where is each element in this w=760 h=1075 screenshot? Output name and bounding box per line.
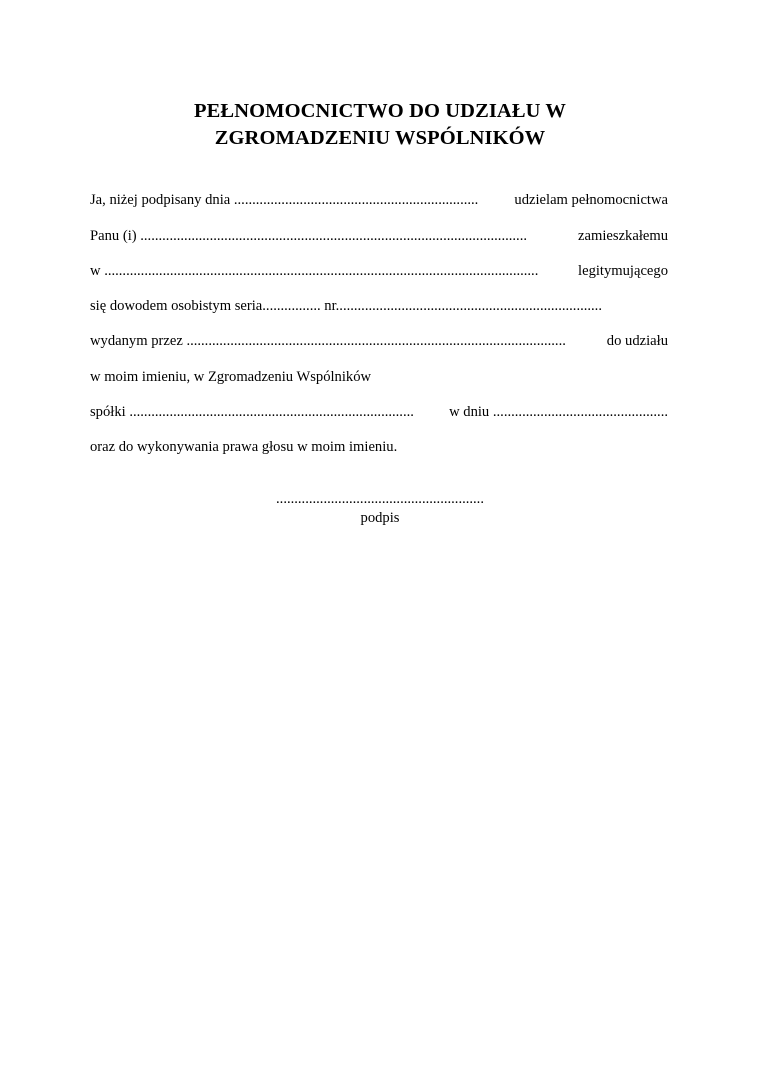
body-text: zamieszkałemu bbox=[578, 228, 668, 244]
company-field-line: spółki .............................................................................. bbox=[90, 404, 414, 420]
body-text: do udziału bbox=[606, 333, 668, 349]
body-text: legitymującego bbox=[578, 263, 668, 279]
issuer-field-line: wydanym przez ........................................................................................................ bbox=[90, 333, 566, 349]
title-line-1: PEŁNOMOCNICTWO DO UDZIAŁU W bbox=[194, 100, 566, 122]
body-line-5 bbox=[90, 332, 668, 350]
body-line-4 bbox=[90, 297, 668, 315]
body-text: oraz do wykonywania prawa głosu w moim imieniu. bbox=[90, 439, 398, 455]
document-title bbox=[90, 98, 670, 152]
body-text: udzielam pełnomocnictwa bbox=[514, 192, 668, 208]
date-field-line: Ja, niżej podpisany dnia ................................................................... bbox=[90, 192, 479, 208]
signature-label: podpis bbox=[360, 510, 400, 526]
body-line-8 bbox=[90, 438, 668, 456]
body-line-3 bbox=[90, 262, 668, 280]
body-line-6 bbox=[90, 368, 668, 386]
body-line-7 bbox=[90, 403, 668, 421]
meeting-date-field-line: w dniu ................................................ bbox=[449, 404, 668, 420]
proxy-name-field-line: Panu (i) .......................................................................................................... bbox=[90, 228, 527, 244]
signature-line: ......................................................... bbox=[276, 491, 484, 507]
id-document-field-line: się dowodem osobistym seria................ nr......................................................................... bbox=[90, 298, 602, 314]
body-text: w moim imieniu, w Zgromadzeniu Wspólników bbox=[90, 369, 372, 385]
address-field-line: w ....................................................................................................................... bbox=[90, 263, 539, 279]
body-line-1 bbox=[90, 191, 668, 209]
body-line-2 bbox=[90, 227, 668, 245]
title-line-2: ZGROMADZENIU WSPÓLNIKÓW bbox=[214, 127, 546, 149]
